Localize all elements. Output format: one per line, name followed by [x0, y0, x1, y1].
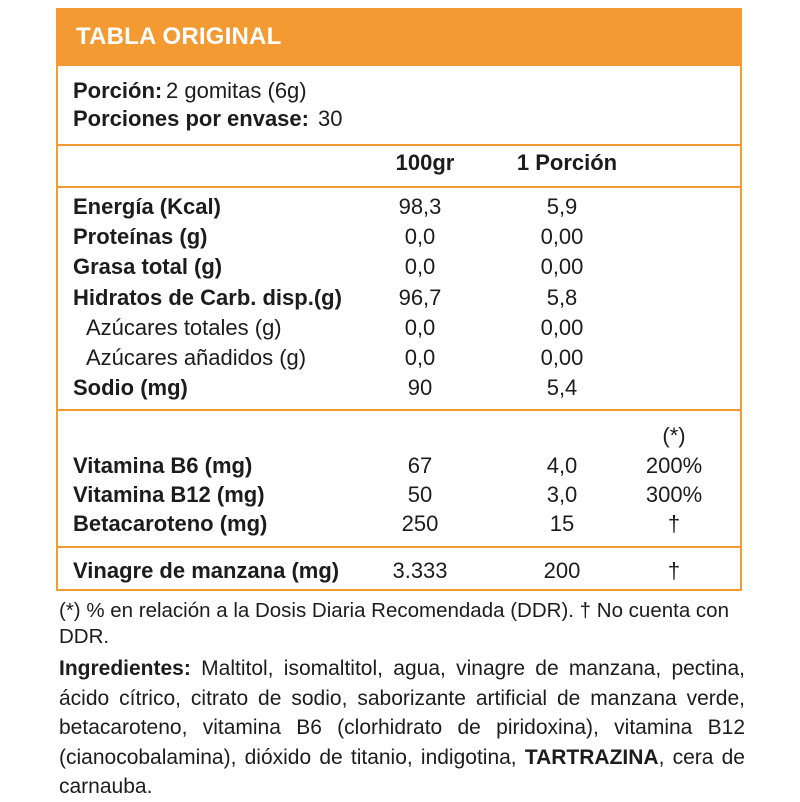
ingredients-text: Maltitol, isomaltitol, agua, vinagre de manzana, pectina, ácido cítrico, citrato de sodio, saborizante artificial de manzana verde, betacaroteno, vitamina B6 (clorhidrato de piridoxina), vitamina B12 (cianocobalamina), dióxido de titanio, indigotina,: [59, 657, 745, 769]
nutrient-name: Sodio (mg): [73, 375, 188, 400]
nutrient-per100: 96,7: [398, 285, 442, 310]
vitamin-ddr: 300%: [645, 482, 703, 507]
nutrient-name: Grasa total (g): [73, 254, 223, 279]
ingredients-text-end: , cera de carnauba.: [59, 745, 745, 798]
nutrient-per100: 0,0: [404, 315, 436, 340]
extra-portion: 200: [543, 558, 581, 583]
portion-value: 2 gomitas (6g): [166, 78, 307, 103]
nutrient-name: Azúcares totales (g): [86, 315, 282, 340]
nutrient-portion: 0,00: [540, 224, 584, 249]
vitamin-per100: 50: [407, 482, 433, 507]
vitamin-name: Betacaroteno (mg): [73, 511, 268, 536]
vitamin-portion: 3,0: [546, 482, 578, 507]
ingredients-label: Ingredientes:: [59, 657, 191, 680]
footnote: (*) % en relación a la Dosis Diaria Recomendada (DDR). † No cuenta con DDR.: [59, 599, 729, 648]
vitamin-per100: 67: [407, 453, 433, 478]
extra-per100: 3.333: [392, 558, 448, 583]
nutrient-portion: 5,4: [546, 375, 578, 400]
ingredients-paragraph: [59, 654, 745, 802]
vitamin-per100: 250: [401, 511, 439, 536]
servings-per-pack-value: 30: [318, 106, 343, 131]
vitamin-portion: 15: [549, 511, 575, 536]
nutrient-per100: 0,0: [404, 224, 436, 249]
nutrient-portion: 0,00: [540, 345, 584, 370]
nutrient-per100: 0,0: [404, 345, 436, 370]
nutrient-per100: 98,3: [398, 194, 442, 219]
ddr-marker: (*): [662, 423, 686, 448]
portion-label: Porción:: [73, 78, 163, 103]
divider: [58, 186, 740, 188]
vitamin-ddr: †: [667, 511, 681, 536]
nutrient-name: Hidratos de Carb. disp.(g): [73, 285, 342, 310]
column-header-portion: 1 Porción: [516, 150, 618, 175]
nutrient-per100: 0,0: [404, 254, 436, 279]
vitamin-portion: 4,0: [546, 453, 578, 478]
nutrient-portion: 5,9: [546, 194, 578, 219]
extra-ddr: †: [667, 558, 681, 583]
vitamin-name: Vitamina B12 (mg): [73, 482, 265, 507]
table-title: TABLA ORIGINAL: [76, 23, 282, 50]
nutrient-name: Energía (Kcal): [73, 194, 221, 219]
nutrient-per100: 90: [407, 375, 433, 400]
extra-name: Vinagre de manzana (mg): [73, 558, 340, 583]
nutrient-name: Azúcares añadidos (g): [86, 345, 307, 370]
nutrient-name: Proteínas (g): [73, 224, 208, 249]
column-header-100g: 100gr: [395, 150, 455, 175]
nutrient-portion: 0,00: [540, 254, 584, 279]
servings-per-pack-label: Porciones por envase:: [73, 106, 309, 131]
table-header-bar: [58, 10, 740, 66]
nutrient-portion: 5,8: [546, 285, 578, 310]
divider: [58, 546, 740, 548]
divider: [58, 144, 740, 146]
vitamin-ddr: 200%: [645, 453, 703, 478]
nutrient-portion: 0,00: [540, 315, 584, 340]
vitamin-name: Vitamina B6 (mg): [73, 453, 253, 478]
divider: [58, 409, 740, 411]
ingredients-highlight: TARTRAZINA: [524, 745, 659, 769]
